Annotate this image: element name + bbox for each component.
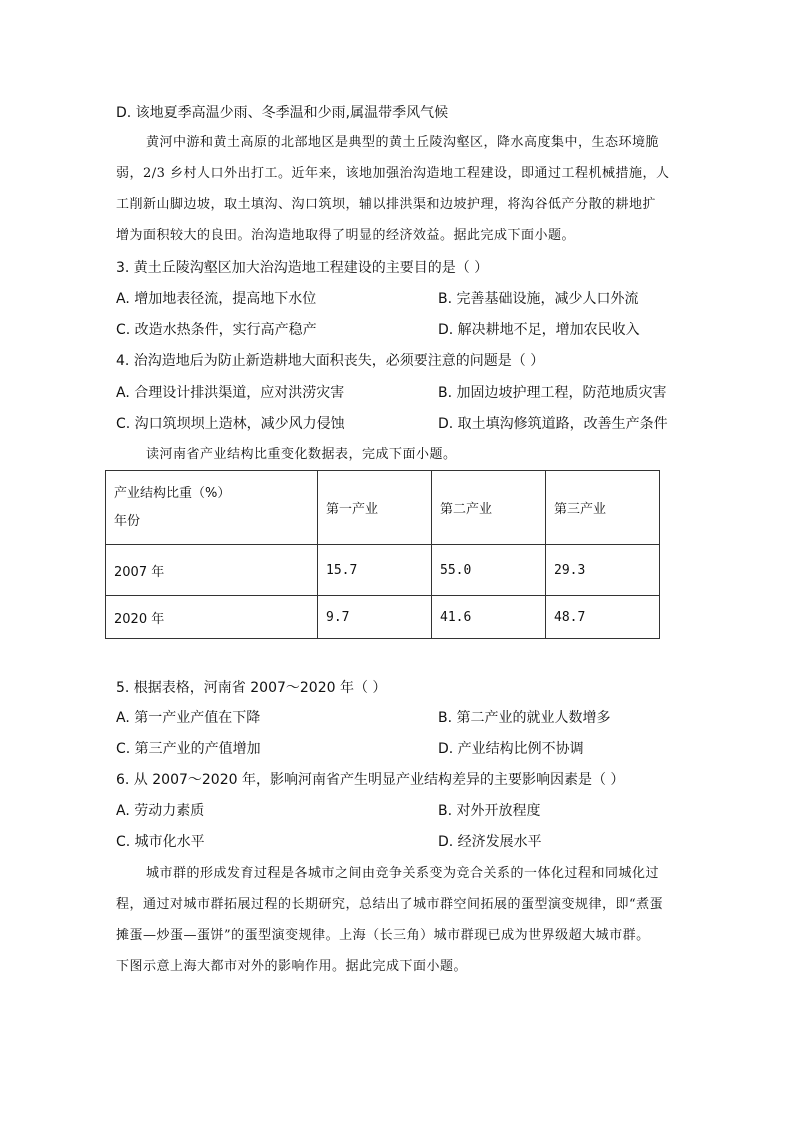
option-b[interactable]: B. 第二产业的就业人数增多 bbox=[438, 710, 611, 726]
option-a[interactable]: A. 合理设计排洪渠道，应对洪涝灾害 bbox=[116, 385, 345, 401]
column-header: 第二产业 bbox=[432, 471, 546, 545]
passage-line: 摊蛋—炒蛋—蛋饼”的蛋型演变规律。上海（长三角）城市群现已成为世界级超大城市群。 bbox=[116, 928, 650, 943]
value-cell: 41.6 bbox=[432, 596, 546, 639]
option-b[interactable]: B. 加固边坡护理工程，防范地质灾害 bbox=[438, 385, 667, 401]
value-cell: 55.0 bbox=[432, 545, 546, 596]
option-a[interactable]: A. 第一产业产值在下降 bbox=[116, 710, 261, 726]
option-b[interactable]: B. 完善基础设施，减少人口外流 bbox=[438, 291, 639, 307]
value-cell: 9.7 bbox=[318, 596, 432, 639]
corner-bottom-label: 年份 bbox=[114, 513, 141, 529]
option-c[interactable]: C. 城市化水平 bbox=[116, 834, 205, 850]
question-stem: 3. 黄土丘陵沟壑区加大治沟造地工程建设的主要目的是（ ） bbox=[116, 260, 489, 276]
option-a[interactable]: A. 劳动力素质 bbox=[116, 803, 205, 819]
passage-line: 弱，2/3 乡村人口外出打工。近年来，该地加强治沟造地工程建设，即通过工程机械措施，人 bbox=[116, 166, 670, 181]
question-stem: 6. 从 2007～2020 年，影响河南省产生明显产业结构差异的主要影响因素是（ ） bbox=[116, 772, 625, 788]
table-header-row bbox=[106, 471, 660, 545]
option-a[interactable]: A. 增加地表径流，提高地下水位 bbox=[116, 291, 317, 307]
option-d[interactable]: D. 取土填沟修筑道路，改善生产条件 bbox=[438, 416, 668, 432]
corner-cell bbox=[106, 471, 318, 545]
year-cell: 2020 年 bbox=[106, 596, 318, 639]
option-d[interactable]: D. 产业结构比例不协调 bbox=[438, 741, 584, 757]
question-stem: 4. 治沟造地后为防止新造耕地大面积丧失，必须要注意的问题是（ ） bbox=[116, 353, 545, 369]
table-intro: 读河南省产业结构比重变化数据表，完成下面小题。 bbox=[146, 447, 457, 462]
option-c[interactable]: C. 改造水热条件，实行高产稳产 bbox=[116, 322, 317, 338]
table-row bbox=[106, 545, 660, 596]
passage-line: 城市群的形成发育过程是各城市之间由竞争关系变为竞合关系的一体化过程和同城化过 bbox=[146, 866, 660, 881]
passage-line: 程，通过对城市群拓展过程的长期研究，总结出了城市群空间拓展的蛋型演变规律，即“煮蛋 bbox=[116, 897, 664, 912]
passage-line: 工削新山脚边坡，取土填沟、沟口筑坝，辅以排洪渠和边坡护理，将沟谷低产分散的耕地扩 bbox=[116, 197, 657, 212]
option-b[interactable]: B. 对外开放程度 bbox=[438, 803, 541, 819]
industry-structure-table bbox=[105, 470, 660, 639]
column-header: 第一产业 bbox=[318, 471, 432, 545]
option-c[interactable]: C. 第三产业的产值增加 bbox=[116, 741, 261, 757]
column-header: 第三产业 bbox=[546, 471, 660, 545]
value-cell: 29.3 bbox=[546, 545, 660, 596]
option-d[interactable]: D. 经济发展水平 bbox=[438, 834, 542, 850]
year-cell: 2007 年 bbox=[106, 545, 318, 596]
question-stem: 5. 根据表格，河南省 2007～2020 年（ ） bbox=[116, 680, 387, 696]
value-cell: 48.7 bbox=[546, 596, 660, 639]
table-row bbox=[106, 596, 660, 639]
corner-top-label: 产业结构比重（%） bbox=[114, 485, 231, 501]
option-c[interactable]: C. 沟口筑坝坝上造林，减少风力侵蚀 bbox=[116, 416, 345, 432]
value-cell: 15.7 bbox=[318, 545, 432, 596]
option-d[interactable]: D. 解决耕地不足，增加农民收入 bbox=[438, 322, 640, 338]
passage-line: 黄河中游和黄土高原的北部地区是典型的黄土丘陵沟壑区，降水高度集中，生态环境脆 bbox=[146, 135, 660, 150]
passage-line: 下图示意上海大都市对外的影响作用。据此完成下面小题。 bbox=[116, 959, 468, 974]
passage-line: 增为面积较大的良田。治沟造地取得了明显的经济效益。据此完成下面小题。 bbox=[116, 228, 576, 243]
q2-option-d: D. 该地夏季高温少雨、冬季温和少雨,属温带季风气候 bbox=[116, 105, 449, 121]
